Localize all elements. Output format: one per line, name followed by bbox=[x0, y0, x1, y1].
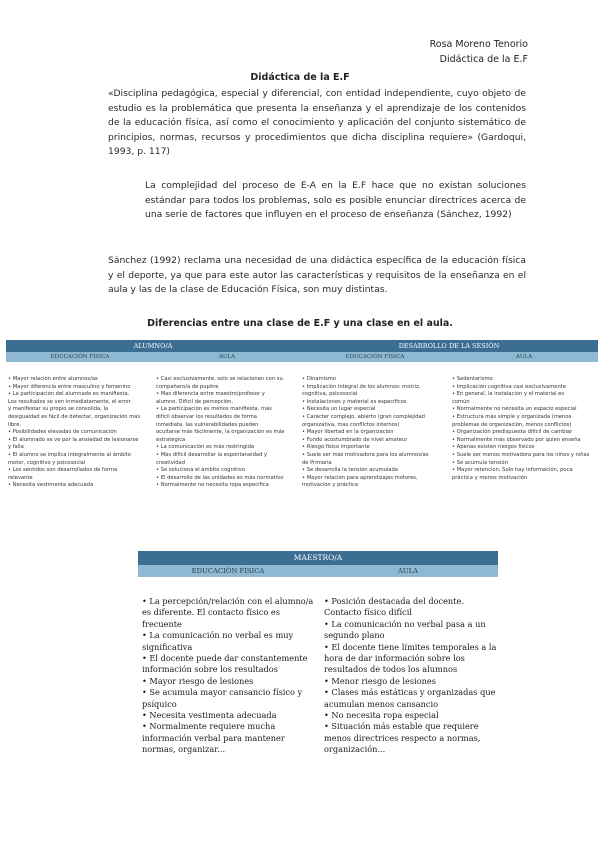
table-line: organizativa, mas conflictos internos) bbox=[302, 421, 400, 428]
student-session-table bbox=[6, 340, 598, 508]
table-line: compañero/a de pupitre bbox=[156, 383, 219, 390]
table-line: • Necesita vestimenta adecuada bbox=[142, 710, 277, 721]
table-line: motor, cognitivo y psicosocial bbox=[8, 459, 86, 466]
table-line: • Implicación cognitiva casi exclusivamente bbox=[452, 383, 566, 390]
table-line: difícil observar los resultados de forma bbox=[156, 413, 257, 420]
table-line: y falla bbox=[8, 444, 24, 451]
table-line: • La comunicación no verbal pasa a un bbox=[324, 618, 486, 629]
table-line: resultados de todos los alumnos bbox=[324, 664, 458, 675]
table-line: motivación y práctica bbox=[302, 482, 359, 489]
table-line: • El docente tiene límites temporales a la bbox=[324, 641, 497, 652]
indented-quote: La complejidad del proceso de E-A en la E.F hace que no existan soluciones estándar para todos los problemas, solo es posible enunciar directrices acerca de una serie de factores que influyen en el proceso de enseñanza (Sánchez, 1992) bbox=[145, 180, 526, 221]
table-line: y manifestar su propio se consolida, la bbox=[8, 406, 109, 413]
table-line: hora de dar información sobre los bbox=[324, 653, 465, 664]
subheader-ef-student: EDUCACIÓN FÍSICA bbox=[50, 354, 110, 360]
document-header bbox=[430, 37, 528, 67]
table-line: frecuente bbox=[142, 618, 182, 629]
table-line: • Normalmente más observado por quien enseña bbox=[452, 436, 581, 443]
table-line: • Mayor relación para aprendizajes motores, bbox=[302, 474, 418, 481]
table-line: • Se acumula mayor cansancio físico y bbox=[142, 687, 303, 698]
teacher-ef-column bbox=[142, 596, 316, 756]
table-line: • La comunicación es más restringida bbox=[156, 444, 255, 451]
table-line: • La participación del alumnado es manifiesta. bbox=[8, 391, 130, 398]
table-line: cognitiva, psicosocial bbox=[302, 391, 358, 398]
table-line: • Fundo acostumbrado de nivel amateur bbox=[302, 436, 408, 443]
table-line: Los resultados se ven inmediatamente, el error bbox=[8, 398, 131, 405]
table-line: segundo plano bbox=[324, 630, 385, 641]
table-line: psíquico bbox=[142, 698, 177, 709]
table-line: • El docente puede dar constantemente bbox=[142, 653, 308, 664]
table-line: • Posibilidades elevadas de comunicación bbox=[8, 429, 117, 436]
table-line: significativa bbox=[142, 641, 193, 652]
table-line: • Clases más estáticas y organizadas que bbox=[324, 687, 496, 698]
table-band-student: ALUMNO/A bbox=[6, 340, 300, 352]
section-subtitle: Diferencias entre una clase de E.F y una clase en el aula. bbox=[147, 318, 453, 329]
table-line: ocultarse más fácilmente, la organización es más bbox=[156, 429, 285, 436]
subheader-aula-teacher: AULA bbox=[397, 567, 419, 575]
table-line: • Carácter complejo, abierto (gran complejidad bbox=[302, 413, 425, 420]
subheader-aula-session: AULA bbox=[515, 354, 533, 360]
table-line: • Se acumula tensión bbox=[452, 459, 508, 466]
table-line: • Implicación integral de los alumnos: motriz, bbox=[302, 383, 421, 390]
table-line: • Normalmente no necesita un espacio especial bbox=[452, 406, 577, 413]
table-line: • La percepción/relación con el alumno/a bbox=[142, 596, 314, 606]
table-line: es diferente. El contacto físico es bbox=[142, 607, 280, 618]
subheader-aula-student: AULA bbox=[218, 354, 236, 360]
session-aula-column bbox=[452, 376, 596, 482]
table-line: común bbox=[452, 398, 470, 405]
table-line: • Necesita vestimenta adecuada bbox=[8, 482, 94, 489]
table-line: • Casi exclusivamente, solo se relacionan con su bbox=[156, 376, 283, 382]
table-line: alumno. Difícil de percepción. bbox=[156, 398, 234, 405]
table-line: • Situación más estable que requiere bbox=[324, 721, 479, 732]
table-line: • El alumnado se ve por la ansiedad de lesionarse bbox=[8, 436, 139, 443]
table-line: relevante bbox=[8, 474, 33, 481]
table-line: • Los sentidos son desarrollados de forma bbox=[8, 467, 118, 474]
table-line: • Instalaciones y material es específicos bbox=[302, 398, 407, 405]
author-name: Rosa Moreno Tenorio bbox=[429, 39, 528, 50]
table-line: • La participación es menos manifiesta, más bbox=[156, 406, 272, 413]
table-line: • Se soluciona el ámbito cognitivo bbox=[156, 467, 245, 474]
student-ef-column bbox=[8, 376, 152, 490]
table-line: • Se desarrolla la tensión acumulada bbox=[302, 467, 398, 474]
table-line: información sobre los resultados bbox=[142, 664, 278, 675]
table-line: • Mayor relación entre alumnos/as bbox=[8, 376, 98, 382]
sanchez-paragraph: Sánchez (1992) reclama una necesidad de una didáctica específica de la educación física y el deporte, ya que para este autor las características y requisitos de la enseñanza en el aula y las de la clase de Educación Física, son muy distintas. bbox=[108, 255, 526, 296]
table-line: • Necesita un lugar especial bbox=[302, 406, 376, 413]
table-line: • Apenas existen riesgos físicos bbox=[452, 444, 535, 451]
table-line: normas, organizar... bbox=[142, 744, 226, 755]
subheader-ef-teacher: EDUCACIÓN FÍSICA bbox=[191, 567, 265, 575]
definition-quote: «Disciplina pedagógica, especial y diferencial, con entidad independiente, cuyo objeto de estudio es la problemática que presenta la enseñanza y el aprendizaje de los contenidos de la educación física, así como el conocimiento y aplicación del conjunto sistemático de principios, normas, recursos y procedimientos que dicha disciplina requiere» (Gardoqui, 1993, p. 117) bbox=[108, 88, 526, 158]
table-line: • Posición destacada del docente. bbox=[324, 596, 464, 606]
table-line: • Sedentarismo bbox=[452, 376, 493, 382]
table-line: • Mayor riesgo de lesiones bbox=[142, 675, 254, 686]
course-name: Didáctica de la E.F bbox=[439, 54, 528, 65]
table-line: • Normalmente requiere mucha bbox=[142, 721, 276, 732]
table-line: • Dinamismo bbox=[302, 376, 337, 382]
table-line: acumulan menos cansancio bbox=[324, 698, 438, 709]
table-line: estratégica bbox=[156, 436, 186, 443]
table-band-session: DESARROLLO DE LA SESIÓN bbox=[300, 340, 598, 352]
table-subheader-row bbox=[6, 352, 598, 362]
document-title: Didáctica de la E.F bbox=[250, 72, 350, 83]
table-line: • Organización predispuesta difícil de cambiar bbox=[452, 429, 573, 436]
table-line: • Normalmente no necesita ropa específica bbox=[156, 482, 269, 489]
teacher-aula-column bbox=[324, 596, 496, 756]
student-aula-column bbox=[156, 376, 298, 490]
teacher-table bbox=[138, 551, 498, 755]
table-line: • Mayor libertad en la organización bbox=[302, 429, 394, 436]
table-line: de Primaria bbox=[302, 459, 332, 466]
table-line: • Mayor retención. Solo hay información, poca bbox=[452, 467, 573, 474]
table-line: • Estructura más simple y organizada (menos bbox=[452, 413, 572, 420]
table-line: menos directrices respecto a normas, bbox=[324, 732, 481, 743]
table-line: organización... bbox=[324, 744, 386, 755]
table-line: desigualdad es fácil de detectar, organización más bbox=[8, 413, 141, 420]
table-line: • El desarrollo de las unidades es más normativo bbox=[156, 474, 284, 481]
table-line: creatividad bbox=[156, 459, 185, 466]
table-line: • Riesgo físico importante bbox=[302, 444, 370, 451]
teacher-subheader-row bbox=[138, 565, 498, 577]
table-line: • Mayor diferencia entre masculino y femenino bbox=[8, 383, 131, 390]
table-band-teacher: MAESTRO/A bbox=[138, 551, 498, 565]
table-line: • Mas diferencia entre maestro/profesor y bbox=[156, 391, 265, 398]
table-line: inmediata, las vulnerabilidades pueden bbox=[156, 421, 259, 428]
table-line: • Suele ser más motivadora para los alumnos/as bbox=[302, 451, 429, 458]
session-ef-column bbox=[302, 376, 448, 490]
table-line: • Menor riesgo de lesiones bbox=[324, 675, 436, 686]
table-line: práctica y menos motivación bbox=[452, 474, 528, 481]
table-line: • La comunicación no verbal es muy bbox=[142, 630, 294, 641]
table-line: problemas de organización, menos conflictos) bbox=[452, 421, 572, 428]
table-line: • En general, la instalación y el material es bbox=[452, 391, 565, 398]
table-line: • Suele ser menos motivadora para los niños y niñas bbox=[452, 451, 590, 458]
table-line: • Más difícil desarrollar la espontaneidad y bbox=[156, 451, 268, 458]
table-line: información verbal para mantener bbox=[142, 732, 285, 743]
subheader-ef-session: EDUCACIÓN FÍSICA bbox=[345, 354, 405, 360]
table-line: • No necesita ropa especial bbox=[324, 710, 439, 721]
table-line: • El alumno se implica integralmente al ámbito bbox=[8, 451, 131, 458]
table-line: Contacto físico difícil bbox=[324, 607, 412, 618]
table-line: libre. bbox=[8, 421, 22, 428]
